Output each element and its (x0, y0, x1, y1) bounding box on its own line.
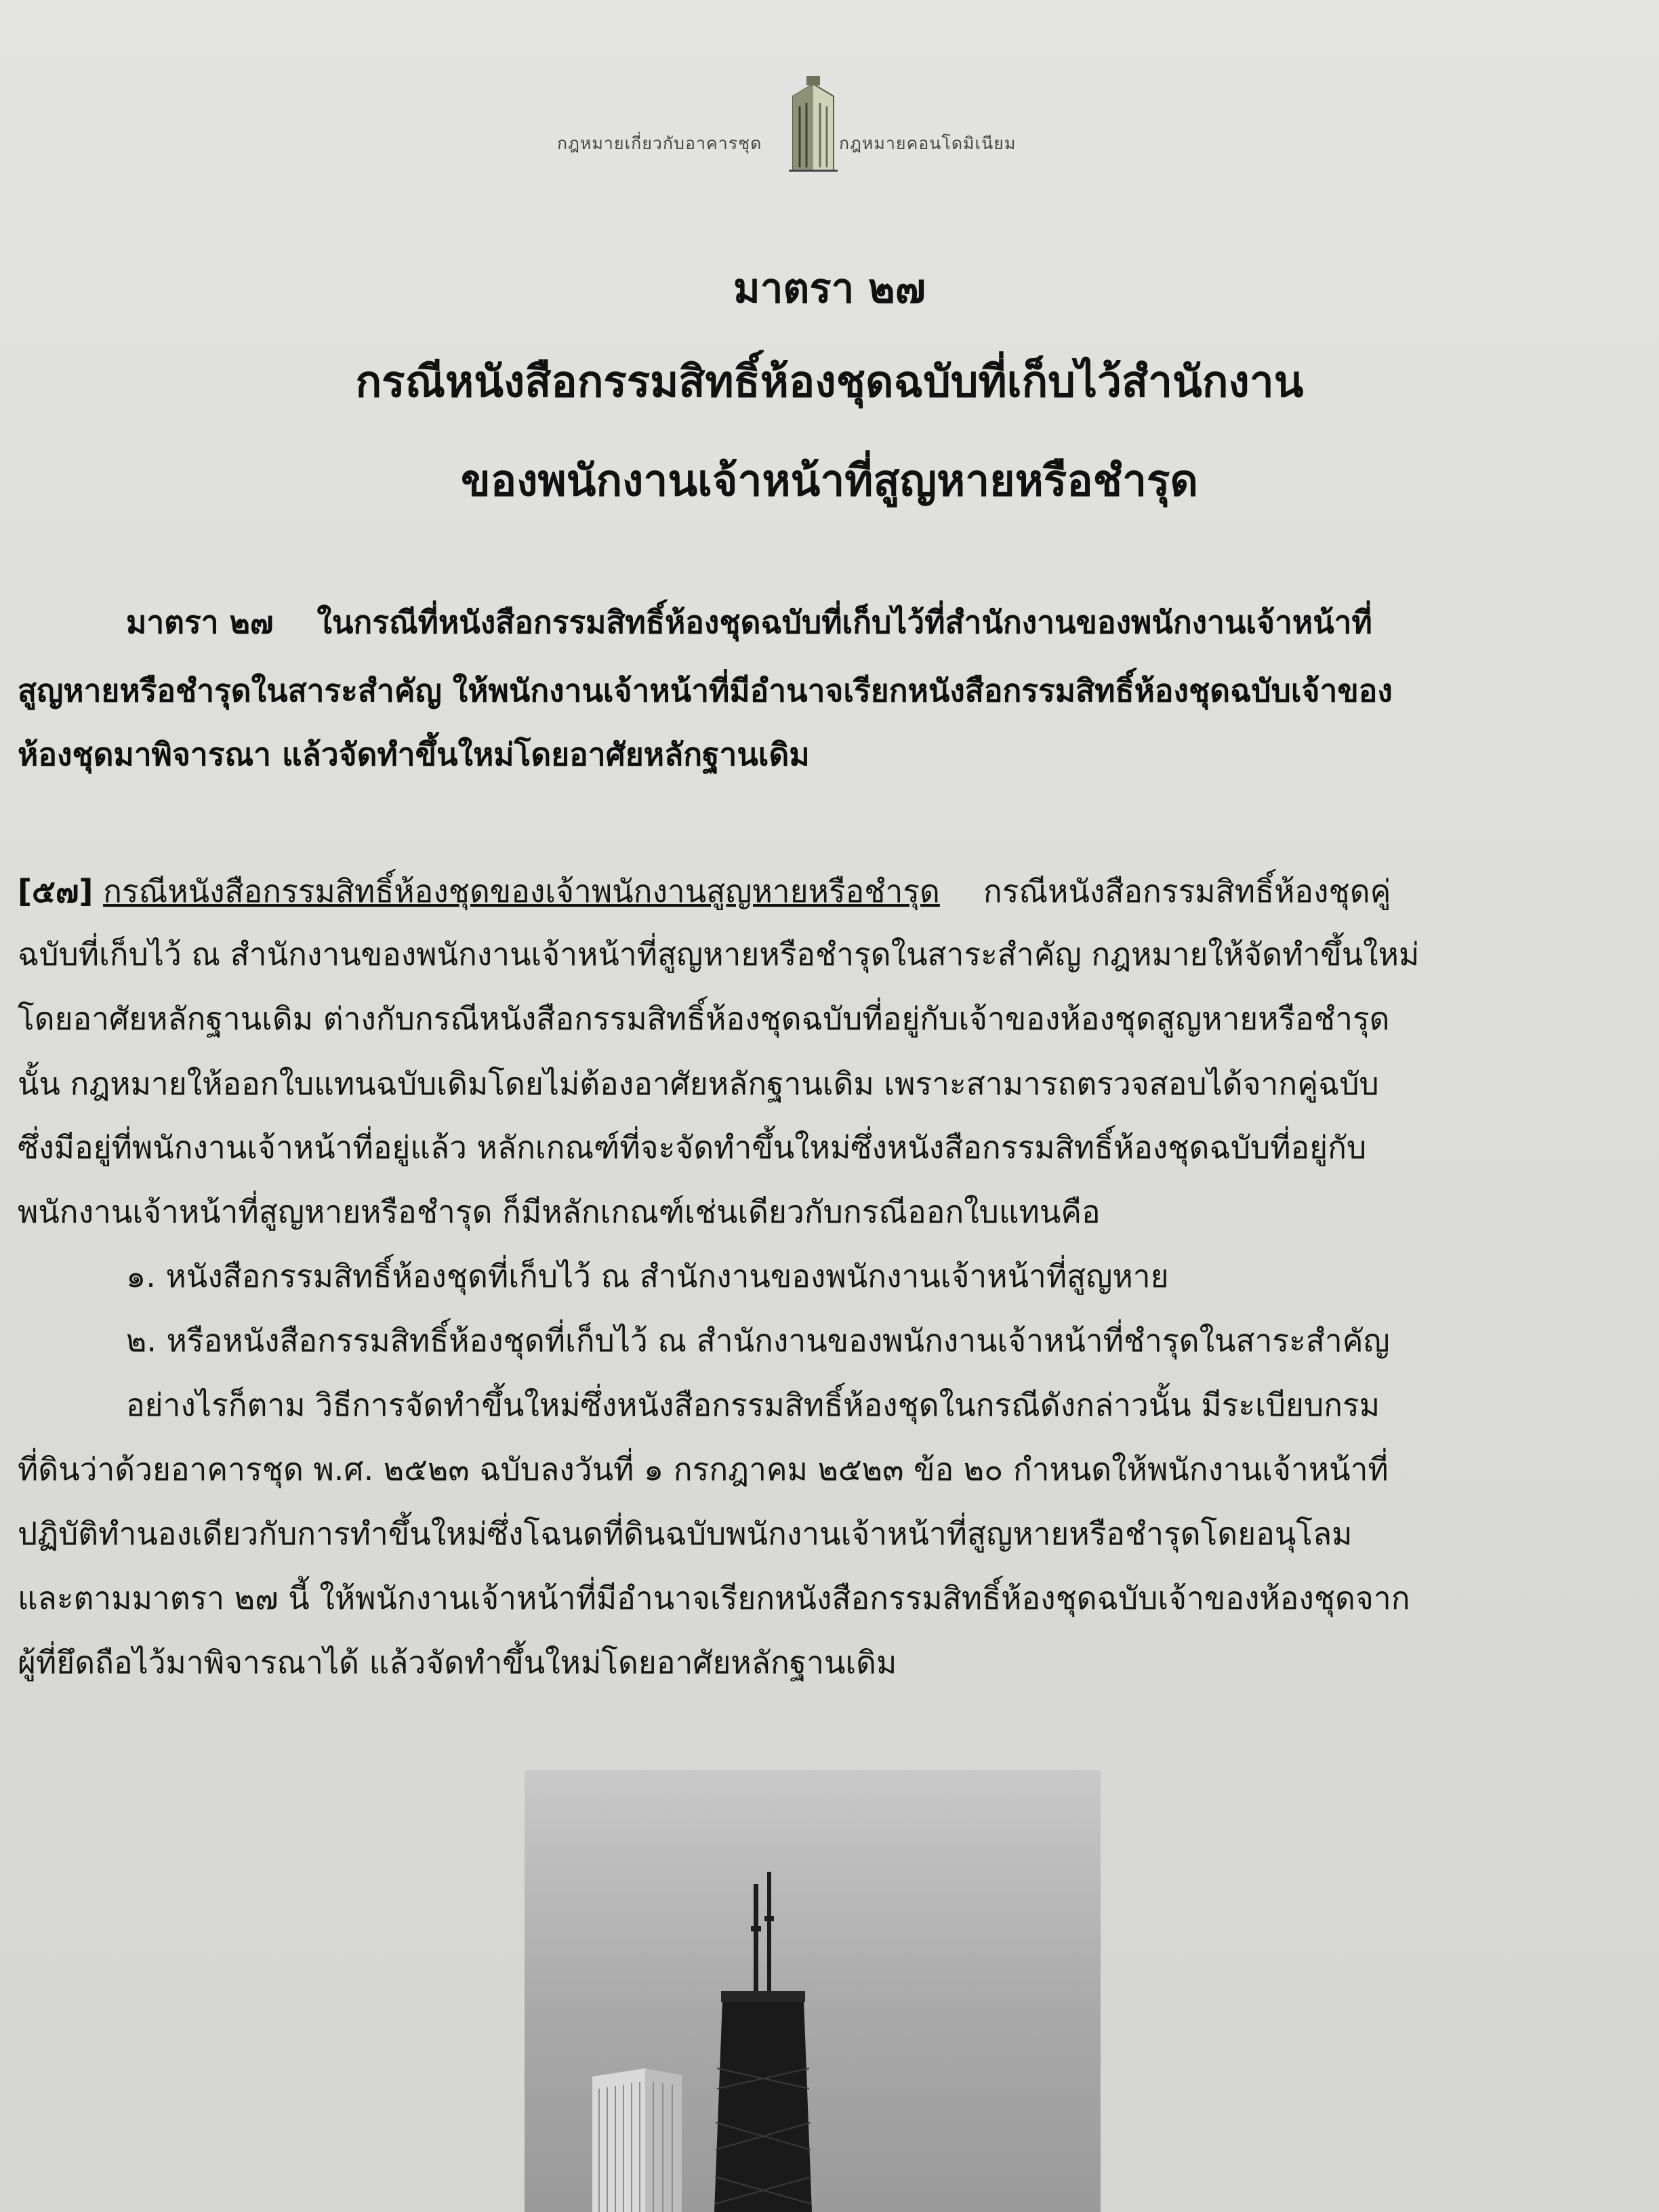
antenna-masts (751, 1872, 774, 1992)
left-building (592, 2068, 682, 2212)
statute-line-1 (126, 604, 1372, 640)
note-line-3: โดยอาศัยหลักฐานเดิม ต่างกับกรณีหนังสือกรรมสิทธิ์ห้องชุดฉบับที่อยู่กับเจ้าของห้องชุดสูญหายหรือชำรุด (18, 1000, 1390, 1037)
note-line-1 (18, 873, 1391, 909)
note-line-6: พนักงานเจ้าหน้าที่สูญหายหรือชำรุด ก็มีหลักเกณฑ์เช่นเดียวกับกรณีออกใบแทนคือ (18, 1193, 1101, 1230)
note-para2-line-4: และตามมาตรา ๒๗ นี้ ให้พนักงานเจ้าหน้าที่มีอำนาจเรียกหนังสือกรรมสิทธิ์ห้องชุดฉบับเจ้าของห้องชุดจาก (18, 1580, 1410, 1616)
note-line-5: ซึ่งมีอยู่ที่พนักงานเจ้าหน้าที่อยู่แล้ว หลักเกณฑ์ที่จะจัดทำขึ้นใหม่ซึ่งหนังสือกรรมสิทธิ์ห้องชุดฉบับที่อยู่กับ (18, 1129, 1367, 1166)
note-item-2: ๒. หรือหนังสือกรรมสิทธิ์ห้องชุดที่เก็บไว้ ณ สำนักงานของพนักงานเจ้าหน้าที่ชำรุดในสาระสำคัญ (126, 1322, 1390, 1359)
section-title-line-2: ของพนักงานเจ้าหน้าที่สูญหายหรือชำรุด (461, 456, 1198, 506)
note-para2-line-5: ผู้ที่ยึดถือไว้มาพิจารณาได้ แล้วจัดทำขึ้นใหม่โดยอาศัยหลักฐานเดิม (18, 1644, 897, 1681)
header-left-text: กฎหมายเกี่ยวกับอาคารชุด (557, 134, 762, 153)
section-title-line-1: กรณีหนังสือกรรมสิทธิ์ห้องชุดฉบับที่เก็บไว้สำนักงาน (355, 357, 1304, 407)
note-item-1: ๑. หนังสือกรรมสิทธิ์ห้องชุดที่เก็บไว้ ณ สำนักงานของพนักงานเจ้าหน้าที่สูญหาย (126, 1258, 1169, 1294)
note-number: [๕๗] (18, 873, 94, 909)
statute-line-2: สูญหายหรือชำรุดในสาระสำคัญ ให้พนักงานเจ้าหน้าที่มีอำนาจเรียกหนังสือกรรมสิทธิ์ห้องชุดฉบับเจ้าของ (18, 672, 1393, 709)
section-number: มาตรา ๒๗ (733, 265, 926, 312)
note-para2-line-1: อย่างไรก็ตาม วิธีการจัดทำขึ้นใหม่ซึ่งหนังสือกรรมสิทธิ์ห้องชุดในกรณีดังกล่าวนั้น มีระเบียบกรม (126, 1387, 1380, 1423)
skyscraper-photo (525, 1770, 1101, 2212)
note-line-1-text: กรณีหนังสือกรรมสิทธิ์ห้องชุดคู่ (983, 873, 1391, 909)
note-line-2: ฉบับที่เก็บไว้ ณ สำนักงานของพนักงานเจ้าหน้าที่สูญหายหรือชำรุดในสาระสำคัญ กฎหมายให้จัดทำขึ้นใหม่ (18, 936, 1420, 972)
statute-label: มาตรา ๒๗ (126, 604, 274, 640)
note-para2-line-3: ปฏิบัติทำนองเดียวกับการทำขึ้นใหม่ซึ่งโฉนดที่ดินฉบับพนักงานเจ้าหน้าที่สูญหายหรือชำรุดโดยอนุโลม (18, 1515, 1353, 1552)
statute-text: ในกรณีที่หนังสือกรรมสิทธิ์ห้องชุดฉบับที่เก็บไว้ที่สำนักงานของพนักงานเจ้าหน้าที่ (316, 604, 1372, 640)
main-tower (714, 1991, 812, 2212)
note-line-4: นั้น กฎหมายให้ออกใบแทนฉบับเดิมโดยไม่ต้องอาศัยหลักฐานเดิม เพราะสามารถตรวจสอบได้จากคู่ฉบับ (18, 1065, 1379, 1102)
building-logo-icon (779, 69, 847, 178)
note-para2-line-2: ที่ดินว่าด้วยอาคารชุด พ.ศ. ๒๕๒๓ ฉบับลงวันที่ ๑ กรกฎาคม ๒๕๒๓ ข้อ ๒๐ กำหนดให้พนักงานเจ้าหน้าที่ (18, 1451, 1389, 1488)
statute-line-3: ห้องชุดมาพิจารณา แล้วจัดทำขึ้นใหม่โดยอาศัยหลักฐานเดิม (18, 736, 810, 773)
note-title: กรณีหนังสือกรรมสิทธิ์ห้องชุดของเจ้าพนักงานสูญหายหรือชำรุด (103, 873, 940, 909)
header-right-text: กฎหมายคอนโดมิเนียม (839, 134, 1017, 153)
